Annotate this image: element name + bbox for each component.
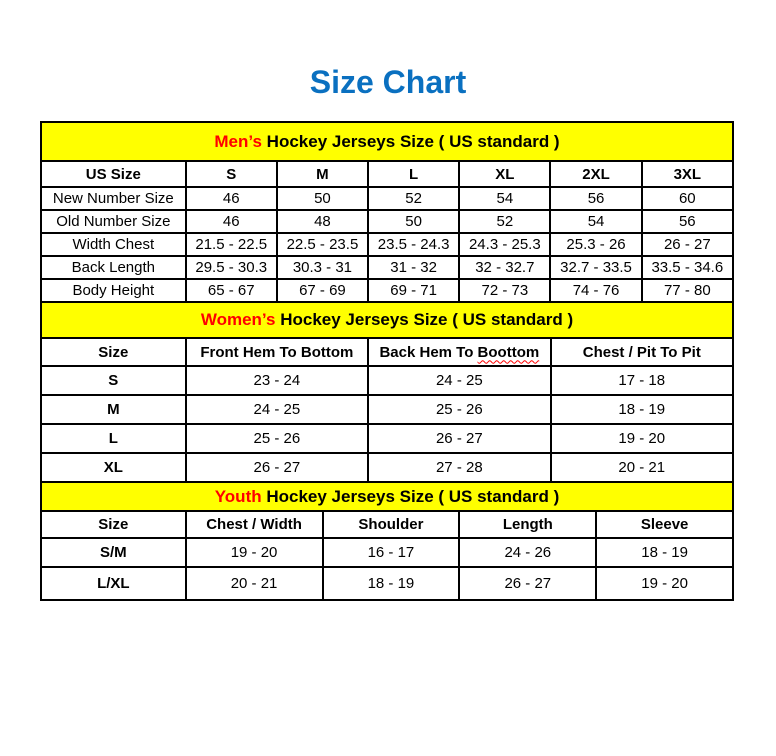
header-cell: XL [459, 161, 550, 187]
size-cell: 24 - 26 [459, 538, 596, 567]
size-cell: 18 - 19 [596, 538, 733, 567]
size-cell: 60 [642, 187, 733, 210]
header-cell-misspelled [368, 338, 550, 366]
size-cell: 48 [277, 210, 368, 233]
womens-section-band [40, 301, 734, 339]
row-label-cell: XL [41, 453, 186, 482]
size-cell: 52 [459, 210, 550, 233]
size-cell: 23 - 24 [186, 366, 368, 395]
size-cell: 18 - 19 [551, 395, 733, 424]
size-cell: 23.5 - 24.3 [368, 233, 459, 256]
size-cell: 25.3 - 26 [550, 233, 641, 256]
size-cell: 26 - 27 [368, 424, 550, 453]
size-cell: 24 - 25 [186, 395, 368, 424]
table-row [41, 424, 733, 453]
size-cell: 18 - 19 [323, 567, 460, 600]
header-cell: 3XL [642, 161, 733, 187]
size-cell: 19 - 20 [596, 567, 733, 600]
size-cell: 50 [368, 210, 459, 233]
mens-header-row [41, 161, 733, 187]
table-row [41, 256, 733, 279]
womens-band-text: Hockey Jerseys Size ( US standard ) [275, 310, 574, 329]
mens-band-accent: Men’s [214, 131, 262, 151]
row-label-cell: New Number Size [41, 187, 186, 210]
misspelled-word: Boottom [477, 343, 540, 361]
size-cell: 24 - 25 [368, 366, 550, 395]
size-cell: 30.3 - 31 [277, 256, 368, 279]
row-label-cell: M [41, 395, 186, 424]
header-cell: Size [41, 338, 186, 366]
size-cell: 26 - 27 [642, 233, 733, 256]
row-label-cell: S/M [41, 538, 186, 567]
size-cell: 32 - 32.7 [459, 256, 550, 279]
table-row [41, 567, 733, 600]
size-cell: 69 - 71 [368, 279, 459, 302]
size-cell: 33.5 - 34.6 [642, 256, 733, 279]
header-cell: Chest / Width [186, 511, 323, 538]
youth-band-text: Hockey Jerseys Size ( US standard ) [261, 486, 560, 506]
size-cell: 20 - 21 [186, 567, 323, 600]
size-cell: 19 - 20 [551, 424, 733, 453]
size-cell: 54 [550, 210, 641, 233]
table-row [41, 187, 733, 210]
mens-section-band [40, 121, 734, 162]
youth-band-accent: Youth [214, 486, 262, 506]
header-cell: Front Hem To Bottom [186, 338, 368, 366]
size-cell: 17 - 18 [551, 366, 733, 395]
row-label-cell: L/XL [41, 567, 186, 600]
womens-band-accent: Women’s [200, 310, 276, 329]
youth-size-table [40, 510, 734, 601]
row-label-cell: Back Length [41, 256, 186, 279]
header-back-hem-text: Back Hem To [379, 343, 474, 361]
header-cell: Chest / Pit To Pit [551, 338, 733, 366]
header-cell: Shoulder [323, 511, 460, 538]
row-label-cell: S [41, 366, 186, 395]
size-cell: 74 - 76 [550, 279, 641, 302]
size-cell: 22.5 - 23.5 [277, 233, 368, 256]
size-chart [40, 121, 734, 601]
womens-header-row [41, 338, 733, 366]
size-cell: 32.7 - 33.5 [550, 256, 641, 279]
size-cell: 56 [550, 187, 641, 210]
size-cell: 20 - 21 [551, 453, 733, 482]
table-row [41, 453, 733, 482]
size-cell: 24.3 - 25.3 [459, 233, 550, 256]
row-label-cell: Body Height [41, 279, 186, 302]
header-cell: 2XL [550, 161, 641, 187]
size-cell: 16 - 17 [323, 538, 460, 567]
table-row [41, 279, 733, 302]
size-cell: 46 [186, 187, 277, 210]
table-row [41, 210, 733, 233]
size-cell: 31 - 32 [368, 256, 459, 279]
size-cell: 26 - 27 [186, 453, 368, 482]
size-cell: 27 - 28 [368, 453, 550, 482]
size-cell: 21.5 - 22.5 [186, 233, 277, 256]
size-cell: 26 - 27 [459, 567, 596, 600]
size-cell: 19 - 20 [186, 538, 323, 567]
header-cell: L [368, 161, 459, 187]
size-cell: 65 - 67 [186, 279, 277, 302]
size-cell: 77 - 80 [642, 279, 733, 302]
row-label-cell: Old Number Size [41, 210, 186, 233]
header-cell: M [277, 161, 368, 187]
mens-size-table [40, 160, 734, 303]
size-cell: 46 [186, 210, 277, 233]
table-row [41, 233, 733, 256]
header-cell: Sleeve [596, 511, 733, 538]
table-row [41, 395, 733, 424]
mens-band-text: Hockey Jerseys Size ( US standard ) [261, 131, 560, 151]
page-title: Size Chart [309, 64, 467, 100]
size-cell: 72 - 73 [459, 279, 550, 302]
header-cell: US Size [41, 161, 186, 187]
size-cell: 50 [277, 187, 368, 210]
table-row [41, 538, 733, 567]
size-cell: 52 [368, 187, 459, 210]
youth-header-row [41, 511, 733, 538]
womens-size-table [40, 337, 734, 483]
size-cell: 25 - 26 [368, 395, 550, 424]
size-cell: 56 [642, 210, 733, 233]
row-label-cell: Width Chest [41, 233, 186, 256]
size-cell: 29.5 - 30.3 [186, 256, 277, 279]
size-cell: 54 [459, 187, 550, 210]
header-cell: S [186, 161, 277, 187]
header-cell: Size [41, 511, 186, 538]
table-row [41, 366, 733, 395]
size-cell: 25 - 26 [186, 424, 368, 453]
youth-section-band [40, 481, 734, 512]
size-cell: 67 - 69 [277, 279, 368, 302]
row-label-cell: L [41, 424, 186, 453]
header-cell: Length [459, 511, 596, 538]
